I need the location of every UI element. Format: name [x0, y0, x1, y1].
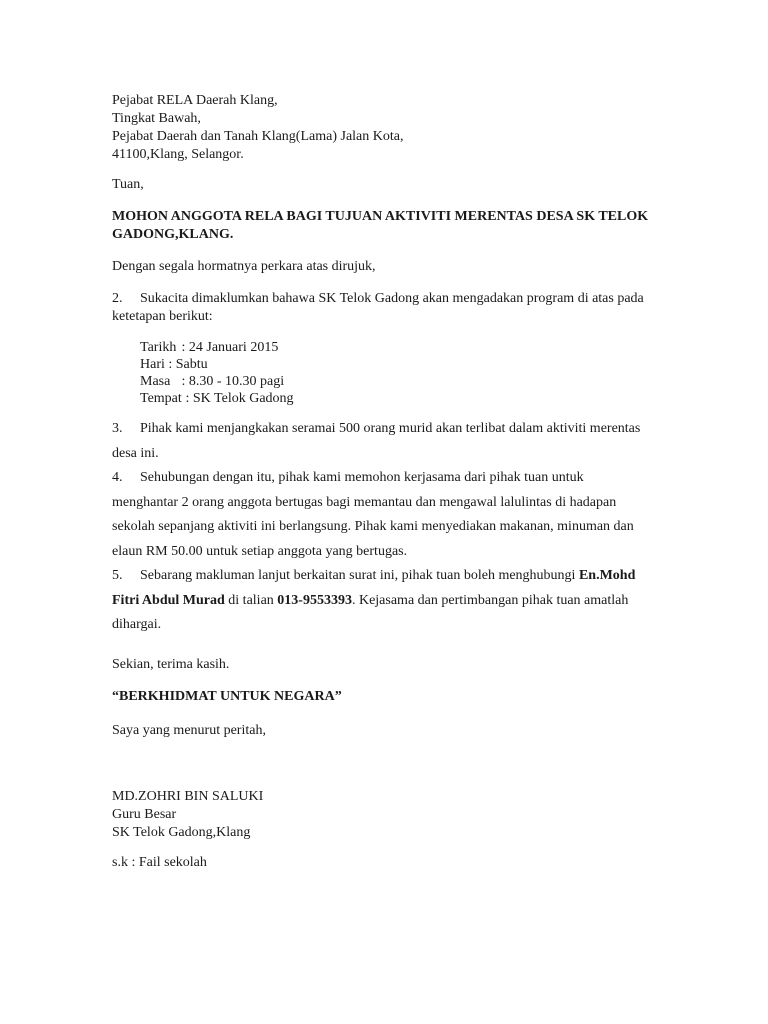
- address-line-2: Tingkat Bawah,: [112, 111, 201, 126]
- event-details: [140, 339, 294, 407]
- signatory-school: SK Telok Gadong,Klang: [112, 825, 251, 840]
- paragraph-text-b: di talian: [228, 592, 274, 608]
- paragraph-2: [112, 290, 647, 326]
- contact-name: En.Mohd Fitri Abdul Murad: [112, 568, 636, 608]
- paragraph-text: Pihak kami menjangkakan seramai 500 orang murid akan terlibat dalam aktiviti merentas desa ini.: [112, 421, 641, 461]
- paragraph-text-a: Sebarang makluman lanjut berkaitan surat ini, pihak tuan boleh menghubungi: [140, 568, 576, 583]
- detail-day: [140, 356, 294, 373]
- signatory-position: Guru Besar: [112, 807, 177, 822]
- address-line-4: 41100,Klang, Selangor.: [112, 147, 244, 162]
- address-line-1: Pejabat RELA Daerah Klang,: [112, 93, 278, 108]
- detail-date: [140, 339, 294, 356]
- date-value: : 24 Januari 2015: [181, 340, 279, 355]
- paragraph-text-c: . Kejasama dan pertimbangan pihak tuan amatlah dihargai.: [112, 592, 629, 632]
- paragraph-5: [112, 564, 647, 638]
- paragraph-3: [112, 417, 647, 466]
- recipient-address: [112, 92, 403, 164]
- opening-line: Dengan segala hormatnya perkara atas dirujuk,: [112, 259, 376, 274]
- paragraph-text: Sukacita dimaklumkan bahawa SK Telok Gadong akan mengadakan program di atas pada ketetapan berikut:: [112, 291, 644, 324]
- day-text: Hari : Sabtu: [140, 357, 208, 372]
- address-line-3: Pejabat Daerah dan Tanah Klang(Lama) Jalan Kota,: [112, 129, 404, 144]
- signatory-name: MD.ZOHRI BIN SALUKI: [112, 789, 264, 804]
- paragraph-number: 5.: [112, 568, 123, 583]
- contact-phone: 013-9553393: [277, 592, 352, 608]
- paragraph-text: Sehubungan dengan itu, pihak kami memohon kerjasama dari pihak tuan untuk menghantar 2 orang anggota bertugas bagi memantau dan mengawal lalulintas di hadapan sekolah sepanjang aktiviti ini berlangsung. Pihak kami menyediakan makanan, minuman dan elaun RM 50.00 untuk setiap anggota yang bertugas.: [112, 470, 634, 559]
- time-value: : 8.30 - 10.30 pagi: [181, 374, 285, 389]
- place-value: : SK Telok Gadong: [185, 391, 294, 406]
- paragraph-4: [112, 466, 647, 564]
- signature-block: [112, 788, 263, 842]
- paragraph-number: 2.: [112, 291, 123, 306]
- place-label: Tempat: [140, 391, 182, 406]
- date-label: Tarikh: [140, 340, 177, 355]
- motto: “BERKHIDMAT UNTUK NEGARA”: [112, 689, 342, 704]
- detail-time: [140, 373, 294, 390]
- letter-subject: MOHON ANGGOTA RELA BAGI TUJUAN AKTIVITI MERENTAS DESA SK TELOK GADONG,KLANG.: [112, 209, 649, 242]
- time-label: Masa: [140, 374, 171, 389]
- closing-line: Sekian, terima kasih.: [112, 657, 230, 672]
- detail-place: [140, 390, 294, 407]
- paragraph-number: 4.: [112, 470, 123, 485]
- signoff-line: Saya yang menurut peritah,: [112, 723, 266, 738]
- carbon-copy: s.k : Fail sekolah: [112, 855, 207, 870]
- salutation: Tuan,: [112, 177, 144, 192]
- paragraph-number: 3.: [112, 421, 123, 436]
